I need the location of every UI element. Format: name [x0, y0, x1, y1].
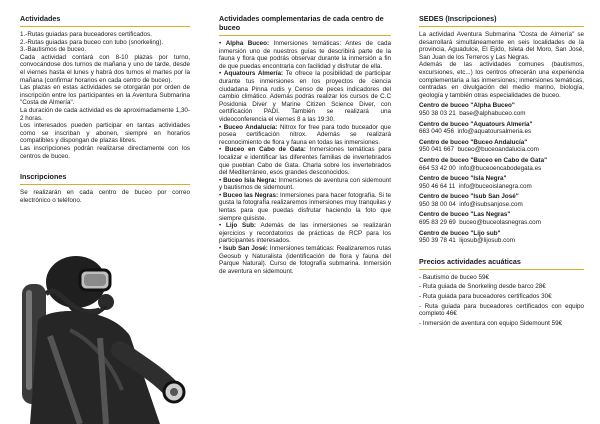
phone-number[interactable]: 950 38 00 04 — [419, 200, 456, 208]
heading-inscripciones: Inscripciones — [20, 172, 190, 185]
dive-center-contact — [419, 121, 584, 136]
dive-center-contact-line — [419, 128, 584, 136]
dive-center-contact-line — [419, 219, 584, 227]
activity-description: Inmersiones temáticas: Realizaremos rutas Geosub y Naturalista (identificación de flora y fauna del Parque Natural). Curso de fotografía submarina. Inmersión de aventura en sidemount. — [219, 245, 391, 275]
dive-center-title: Centro de buceo "Buceo Andalucía" — [419, 138, 528, 146]
scuba-diver-photo — [10, 240, 190, 424]
sedes-paragraph: Además de las actividades comunes (bautismos, excursiones, etc...) los centros ofrecerán una experiencia complementaria a las inmersiones; inmersiones temáticas, centradas en divulgación del medio marino, biología, geología y también otras especialidades de buceo. — [419, 61, 584, 99]
activity-item: • Buceo las Negras: Inmersiones para hacer fotografía. Si te gusta la fotografía realizaremos inmersiones muy tranquilas y lentas para que puedas disfrutar haciendo la foto que siempre quisiste. — [219, 191, 392, 222]
dive-center-contact-line — [419, 165, 584, 173]
inscripciones-text: Se realizarán en cada centro de buceo por correo electrónico o teléfono. — [20, 189, 190, 204]
dive-center-contact — [419, 139, 584, 154]
column-actividades-complementarias — [219, 14, 391, 275]
dive-center-contact — [419, 175, 584, 190]
phone-number[interactable]: 950 39 78 41 — [419, 237, 456, 245]
dive-center-contact-line — [419, 110, 584, 118]
price-item: - Ruta guiada para buceadores certificados 30€ — [419, 293, 552, 301]
email-link[interactable]: buceo@buceolasnegras.com — [459, 219, 541, 227]
email-link[interactable]: buceo@buceoandalucia.com — [457, 146, 539, 154]
heading-precios: Precios actividades acuáticas — [419, 257, 584, 270]
sedes-paragraph: La actividad Aventura Submarina "Costa de Almería" se desarrollará simultáneamente en seis localidades de la provincia, Aguadulce, El Ejido, Isleta del Moro, San José, San Juan de los Terreros y Las Negras. — [419, 31, 584, 61]
heading-actividades: Actividades — [20, 14, 190, 27]
dive-center-contact-line — [419, 183, 584, 191]
activity-description: Inmersiones temáticas: Antes de cada inmersión uno de nuestros guías te describirá parte de la fauna y flora que podrás observar durante la inmersión a fin de que puedas encontrarla con facilidad y disfrutar de ella. — [219, 40, 392, 70]
activity-item: • Buceo en Cabo de Gata: Inmersiones temáticas para localizar e identificar las diferentes familias de invertebrados que pueblan Cabo de Gata. Charla sobre los invertebrados del Mediterráneo, esos grandes desconocidos. — [219, 146, 392, 177]
activity-item: • Buceo Isla Negra: Inmersiones de aventura con sidemount y bautismos de sidemount. — [219, 176, 391, 192]
heading-actividades-complementarias: Actividades complementarias de cada centro de buceo — [219, 14, 391, 36]
activity-description: Nitrox for free para todo buceador que posea certificación nitrox. Además se realizará reconocimiento de flora y fauna en todas las inmersiones. — [219, 123, 391, 146]
actividades-paragraph: La duración de cada actividad es de aproximadamente 1,30-2 horas. — [20, 106, 190, 122]
activity-description: Además de las inmersiones se realizarán ejercicios y recordatorios de prácticas de RCP para los participantes interesados. — [219, 222, 391, 245]
dive-center-title: Centro de buceo "Aquatours Almería" — [419, 120, 533, 128]
center-name: Aquatours Almería: — [223, 70, 284, 78]
dive-center-contact — [419, 193, 584, 208]
activity-item: • Alpha Buceo: Inmersiones temáticas: Antes de cada inmersión uno de nuestros guías te describirá parte de la fauna y flora que podrás observar durante la inmersión a fin de que puedas encontrarla con facilidad y disfrutar de ella. — [219, 40, 392, 70]
heading-sedes: SEDES (Inscripciones) — [419, 14, 584, 27]
price-item: - Inmersión de aventura con equipo Sidemount 59€ — [419, 319, 563, 327]
activity-description: Inmersiones temáticas para localizar e identificar las diferentes familias de invertebrados que pueblan Cabo de Gata. Charla sobre los invertebrados del Mediterráneo, esos grandes desconocidos. — [219, 146, 392, 177]
activity-description: Te ofrece la posibilidad de participar durante tus inmersiones en los proyectos de ciencia ciudadana Pinna rudis y Censo de peces indicadores del cambio climático. Además podrás realizar los cursos de C.C Posidonia Diver y Marine Citizen Science Diver, con certificación PADI. También se realizará una videoconferencia el viernes 8 a las 19:30. — [219, 70, 391, 123]
dive-center-title: Centro de buceo "Alpha Buceo" — [419, 102, 515, 110]
dive-center-contact-line — [419, 201, 584, 209]
email-link[interactable]: info@buceoencabodegata.es — [459, 164, 542, 172]
dive-center-contact — [419, 230, 584, 245]
dive-center-title: Centro de buceo "Isla Negra" — [419, 175, 507, 183]
actividades-paragraph: Las plazas en estas actividades se otorgarán por orden de inscripción entre los participantes en la Aventura Submarina "Costa de Almería". — [20, 84, 190, 107]
center-name: Buceo Andalucía: — [223, 123, 278, 131]
email-link[interactable]: base@alphabuceo.com — [459, 109, 526, 117]
activity-item: • Isub San José: Inmersiones temáticas: Realizaremos rutas Geosub y Naturalista (identificación de flora y fauna del Parque Natural). Curso de fotografía submarina. Inmersión de aventura en sidemount. — [219, 245, 391, 275]
phone-number[interactable]: 950 041 667 — [419, 146, 455, 154]
activity-line-2: 2.-Rutas guiadas para buceo con tubo (snorkeling). — [20, 38, 164, 46]
email-link[interactable]: lijosub@lijosub.com — [459, 237, 516, 245]
center-name: Alpha Buceo: — [225, 40, 270, 47]
column-actividades — [20, 14, 190, 204]
activity-line-3: 3.-Bautismos de buceo. — [20, 46, 87, 54]
center-name: Buceo las Negras: — [223, 191, 279, 199]
center-name: Buceo en Cabo de Gata: — [224, 146, 306, 154]
actividades-paragraph: Cada actividad contará con 8-10 plazas por turno, convocándose dos turnos de mañana y uno de tarde, desde el viernes hasta el lunes y habrá dos turnos el martes por la mañana (confirmar horarios en cada centro de buceo). — [20, 53, 190, 84]
email-link[interactable]: info@buceoislanegra.com — [458, 182, 532, 190]
center-name: Isub San José: — [223, 245, 268, 253]
activity-item: • Buceo Andalucía: Nitrox for free para todo buceador que posea certificación nitrox. Además se realizará reconocimiento de flora y fauna en todas las inmersiones. — [219, 123, 391, 146]
dive-center-contact-line — [419, 237, 584, 245]
phone-number[interactable]: 950 46 64 11 — [419, 182, 456, 190]
dive-center-title: Centro de buceo "Buceo en Cabo de Gata" — [419, 156, 548, 164]
dive-center-title: Centro de buceo "Lijo sub" — [419, 229, 501, 237]
phone-number[interactable]: 663 040 456 — [419, 128, 455, 136]
price-item: - Bautismo de buceo 59€ — [419, 273, 490, 281]
column-sedes — [419, 14, 584, 327]
phone-number[interactable]: 695 83 29 69 — [419, 219, 456, 227]
center-name: Buceo Isla Negra: — [223, 176, 277, 184]
dive-center-contact — [419, 211, 584, 226]
dive-center-contact — [419, 157, 584, 172]
activity-item: • Lijo Sub: Además de las inmersiones se realizarán ejercicios y recordatorios de prácticas de RCP para los participantes interesados. — [219, 222, 391, 245]
activity-description: Inmersiones de aventura con sidemount y bautismos de sidemount. — [219, 176, 391, 192]
activity-description: Inmersiones para hacer fotografía. Si te gusta la fotografía realizaremos inmersiones muy tranquilas y lentas para que puedas disfrutar haciendo la foto que siempre quisiste. — [219, 191, 392, 222]
actividades-paragraph: Los interesados pueden participar en tantas actividades como se inscriban y abonen, siempre en horarios compatibles y dispongan de plazas libres. — [20, 122, 190, 145]
dive-center-title: Centro de buceo "Las Negras" — [419, 211, 511, 219]
activity-item: • Aquatours Almería: Te ofrece la posibilidad de participar durante tus inmersiones en los proyectos de ciencia ciudadana Pinna rudis y Censo de peces indicadores del cambio climático. Además podrás realizar los cursos de C.C Posidonia Diver y Marine Citizen Science Diver, con certificación PADI. También se realizará una videoconferencia el viernes 8 a las 19:30. — [219, 70, 391, 123]
price-item: - Ruta guiada para buceadores certificados con equipo completo 46€ — [419, 302, 584, 318]
actividades-paragraph: Las inscripciones podrán realizarse directamente con los centros de buceo. — [20, 144, 190, 160]
dive-center-title: Centro de buceo "Isub San José" — [419, 193, 519, 201]
phone-number[interactable]: 664 53 42 00 — [419, 164, 456, 172]
center-name: Lijo Sub: — [226, 222, 257, 230]
dive-center-contact-line — [419, 146, 584, 154]
email-link[interactable]: info@isubsanjose.com — [459, 200, 523, 208]
dive-center-contact — [419, 102, 584, 117]
phone-number[interactable]: 950 38 03 21 — [419, 109, 456, 117]
email-link[interactable]: info@aquatoursalmeria.es — [457, 128, 532, 136]
price-item: - Ruta guiada de Snorkeling desde barco 28€ — [419, 283, 546, 291]
activity-line-1: 1.-Rutas guiadas para buceadores certificados. — [20, 31, 152, 38]
